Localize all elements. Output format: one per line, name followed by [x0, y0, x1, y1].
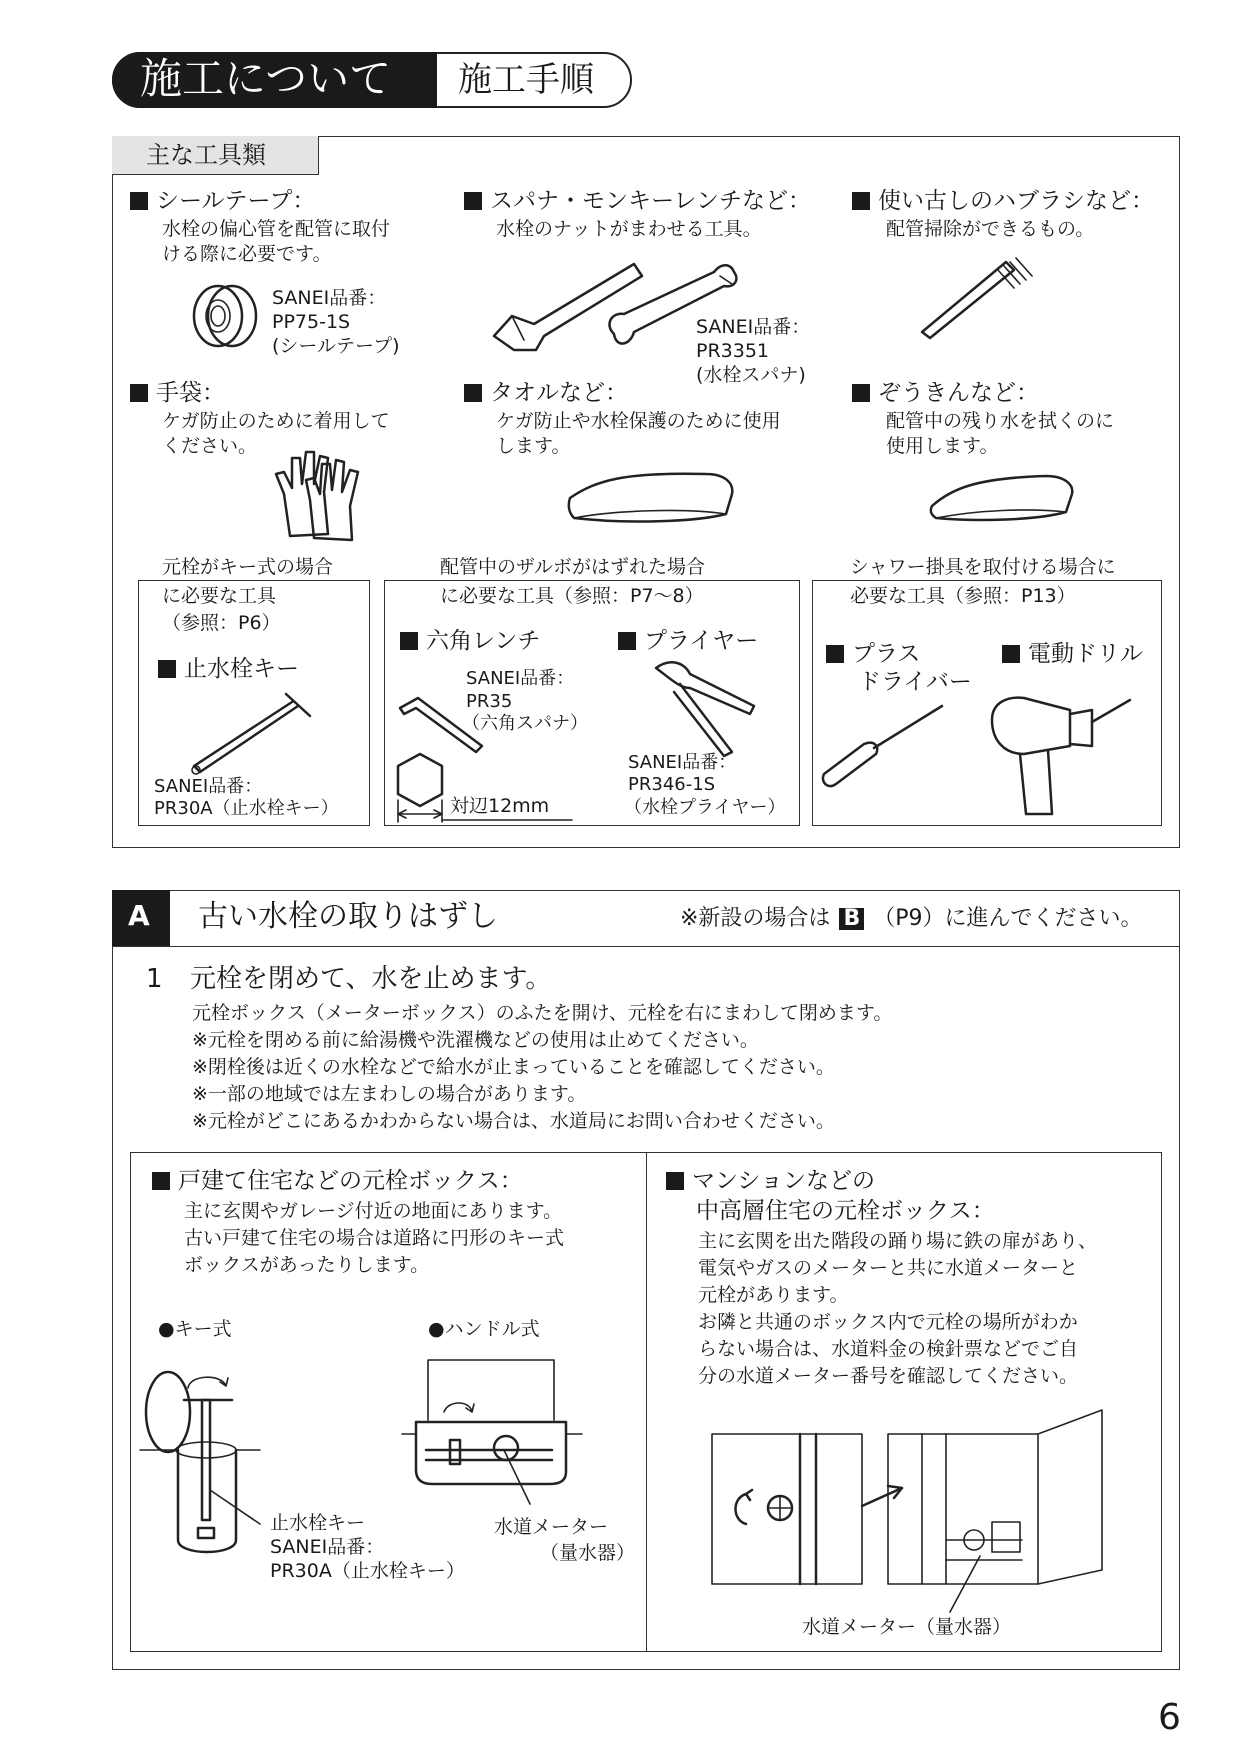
gloves-desc: ください。 [162, 435, 258, 457]
meter-label-leader [500, 1450, 540, 1510]
handle-type-meter-illustration [402, 1360, 582, 1510]
meter-label: 水道メーター [494, 1516, 609, 1538]
tools-heading: 主な工具類 [146, 141, 266, 169]
hex-pliers-box-legend: に必要な工具（参照：P7～8） [436, 587, 708, 606]
meter-label: （量水器） [540, 1542, 636, 1564]
pliers-part: （水栓プライヤー） [624, 797, 786, 818]
spanner-desc: 水栓のナットがまわせる工具。 [496, 218, 762, 240]
apartment-box-line: 電気やガスのメーターと共に水道メーターと [698, 1257, 1079, 1279]
key-label-leader [210, 1490, 270, 1530]
pliers-part: PR346-1S [628, 774, 716, 795]
hex-wrench-part: （六角スパナ） [462, 713, 588, 734]
brush-title: 使い古しのハブラシなど： [852, 190, 1154, 213]
step-number: 1 [146, 964, 163, 994]
house-box-line: 古い戸建て住宅の場合は道路に円形のキー式 [184, 1227, 565, 1249]
spanner-part: SANEI品番： [696, 316, 811, 338]
towel-icon [566, 470, 738, 526]
step-line: ※元栓を閉める前に給湯機や洗濯機などの使用は止めてください。 [192, 1029, 759, 1051]
meter-box-divider [646, 1152, 647, 1652]
screwdriver-icon [818, 700, 948, 790]
section-a-header-line [112, 946, 1180, 947]
valve-key-box-legend: 元栓がキー式の場合 [158, 558, 337, 577]
step-line: 元栓ボックス（メーターボックス）のふたを開け、元栓を右にまわして閉めます。 [192, 1002, 893, 1024]
seal-tape-desc: ける際に必要です。 [162, 243, 332, 265]
valve-key-box-ref: （参照：P6） [162, 612, 281, 634]
valve-key-part: SANEI品番： [154, 776, 263, 797]
house-box-line: 主に玄関やガレージ付近の地面にあります。 [184, 1200, 563, 1222]
rag-desc: 配管中の残り水を拭くのに [886, 410, 1115, 432]
brush-desc: 配管掃除ができるもの。 [886, 218, 1095, 240]
valve-key-box-legend: に必要な工具 [158, 587, 280, 606]
seal-tape-title: シールテープ： [130, 190, 315, 213]
screwdriver-title: ドライバー [858, 669, 972, 695]
pliers-icon [650, 658, 760, 758]
step-line: ※閉栓後は近くの水栓などで給水が止まっていることを確認してください。 [192, 1056, 835, 1078]
step-title: 元栓を閉めて、水を止めます。 [190, 964, 552, 994]
page-subtitle: 施工手順 [458, 60, 594, 100]
house-box-line: ボックスがあったりします。 [184, 1254, 430, 1276]
section-a-note: ※新設の場合は B （P9）に進んでください。 [680, 906, 1143, 931]
hex-pliers-box-legend: 配管中のザルボがはずれた場合 [436, 558, 709, 577]
section-a-title: 古い水栓の取りはずし [198, 899, 498, 934]
house-box-title: 戸建て住宅などの元栓ボックス： [152, 1170, 523, 1193]
driver-drill-box-legend: シャワー掛具を取付ける場合に [846, 558, 1120, 577]
apartment-box-line: 分の水道メーター番号を確認してください。 [698, 1365, 1079, 1387]
towel-desc: ケガ防止や水栓保護のために使用 [496, 410, 781, 432]
spanner-part: PR3351 [696, 340, 770, 362]
drill-icon [984, 680, 1134, 820]
pliers-part: SANEI品番： [628, 752, 737, 773]
hex-wrench-part: PR35 [466, 691, 513, 712]
toothbrush-icon [918, 250, 1038, 340]
step-line: ※元栓がどこにあるかわからない場合は、水道局にお問い合わせください。 [192, 1110, 835, 1132]
apartment-box-title: マンションなどの [666, 1170, 875, 1193]
driver-drill-box-legend: 必要な工具（参照：P13） [846, 587, 1080, 606]
wrench-icon [484, 254, 754, 354]
apartment-meter-leader [940, 1556, 1000, 1616]
hex-wrench-icon [396, 694, 486, 754]
handle-type-label: ●ハンドル式 [428, 1318, 540, 1340]
apartment-box-line: 主に玄関を出た階段の踊り場に鉄の扉があり、 [698, 1230, 1098, 1252]
valve-key-title: 止水栓キー [158, 658, 299, 681]
seal-tape-desc: 水栓の偏心管を配管に取付 [162, 218, 391, 240]
screwdriver-title: プラス [826, 643, 920, 666]
valve-key-part: PR30A（止水栓キー） [154, 798, 339, 819]
page-number: 6 [1158, 1697, 1181, 1738]
page-title: 施工について [140, 54, 392, 103]
gloves-icon [270, 444, 370, 544]
drill-title: 電動ドリル [1002, 643, 1143, 666]
valve-key-label: PR30A（止水栓キー） [270, 1560, 465, 1582]
valve-key-icon [188, 690, 318, 780]
pliers-title: プライヤー [618, 630, 758, 653]
section-a-badge: A [128, 899, 150, 932]
hex-wrench-part: SANEI品番： [466, 668, 575, 689]
section-b-badge: B [839, 908, 864, 930]
key-type-valve-illustration [140, 1360, 260, 1560]
apartment-meter-illustration [712, 1410, 1112, 1610]
apartment-box-title: 中高層住宅の元栓ボックス： [696, 1198, 995, 1224]
apartment-box-line: らない場合は、水道料金の検針票などでご自 [698, 1338, 1079, 1360]
hex-wrench-title: 六角レンチ [400, 630, 540, 653]
spanner-part: (水栓スパナ) [696, 364, 806, 386]
valve-key-label: 止水栓キー [270, 1512, 366, 1534]
rag-title: ぞうきんなど： [852, 382, 1039, 405]
key-type-label: ●キー式 [158, 1318, 232, 1340]
valve-key-label: SANEI品番： [270, 1536, 385, 1558]
seal-tape-icon [188, 282, 268, 352]
spanner-title: スパナ・モンキーレンチなど： [464, 190, 811, 213]
rag-desc: 使用します。 [886, 435, 999, 457]
apartment-meter-label: 水道メーター（量水器） [802, 1616, 1012, 1638]
rag-icon [928, 472, 1078, 524]
gloves-desc: ケガ防止のために着用して [162, 410, 390, 432]
hex-dimension: 対辺12mm [450, 795, 550, 817]
apartment-box-line: お隣と共通のボックス内で元栓の場所がわか [698, 1311, 1078, 1333]
towel-title: タオルなど： [464, 382, 628, 405]
gloves-title: 手袋： [130, 382, 225, 405]
seal-tape-part: PP75-1S [272, 311, 351, 333]
towel-desc: します。 [496, 435, 571, 457]
apartment-box-line: 元栓があります。 [698, 1284, 849, 1306]
seal-tape-part: SANEI品番： [272, 287, 387, 309]
seal-tape-part: (シールテープ) [272, 335, 400, 357]
step-line: ※一部の地域では左まわしの場合があります。 [192, 1083, 587, 1105]
